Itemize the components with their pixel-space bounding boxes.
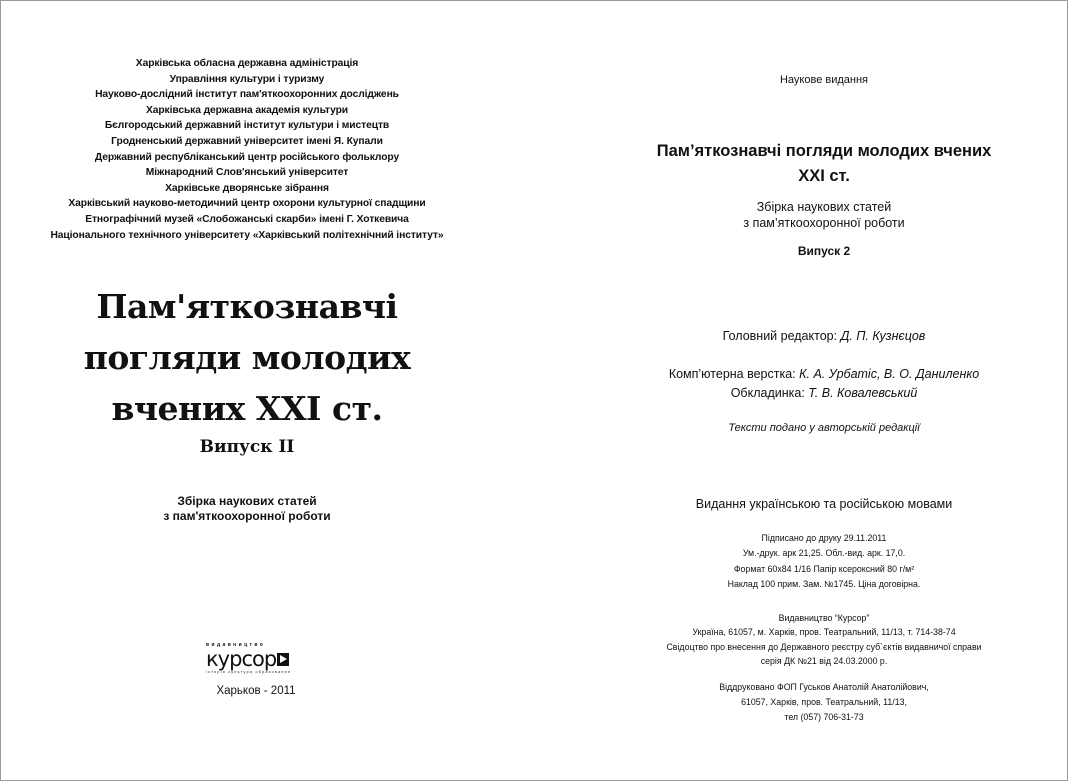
- left-page: [1, 1, 491, 780]
- print-info-line: Наклад 100 прим. Зам. №1745. Ціна договірна.: [727, 579, 921, 590]
- place-year: Харьков - 2011: [216, 685, 296, 697]
- cover-name: Т. В. Ковалевський: [808, 386, 918, 400]
- institution-line: Міжнародний Слов'янський університет: [145, 167, 349, 179]
- play-arrow-icon: [277, 653, 289, 666]
- printer-info: [581, 680, 1067, 725]
- institution-line: Харківська державна академія культури: [145, 104, 349, 116]
- institution-line: Науково-дослідний інститут пам'яткоохоронних досліджень: [95, 89, 399, 101]
- institution-line: Державний республіканський центр російського фольклору: [94, 151, 400, 163]
- publisher-info-line: Україна, 61057, м. Харків, пров. Театральний, 11/13, т. 714-38-74: [692, 627, 956, 638]
- institution-line: Управління культури і туризму: [169, 73, 325, 85]
- imprint-title-line: Пам’яткознавчі погляди молодих вчених: [656, 142, 992, 160]
- logo-word: курсор: [206, 647, 277, 671]
- imprint-subtitle-line: з пам’яткоохоронної роботи: [743, 216, 905, 230]
- chief-editor-label: Головний редактор:: [722, 329, 838, 343]
- institution-line: Харківська обласна державна адміністрація: [135, 58, 359, 69]
- imprint-subtitle-line: Збірка наукових статей: [756, 200, 892, 214]
- institution-line: Харківське дворянське зібрання: [165, 182, 329, 194]
- logo-top-text: видавництво: [206, 642, 266, 648]
- chief-editor: [581, 329, 1067, 343]
- publisher-info: [581, 611, 1067, 669]
- imprint-subtitle: [581, 199, 1067, 231]
- imprint-title-line: XXI ст.: [798, 167, 850, 185]
- printer-info-line: Віддруковано ФОП Гуськов Анатолій Анатолійович,: [719, 682, 929, 692]
- imprint-title: [581, 139, 1067, 189]
- cover-title: [41, 281, 453, 434]
- institution-line: Бєлгородський державний інститут культури і мистецтв: [104, 120, 390, 132]
- cover-title-line: вчених XXI ст.: [111, 389, 383, 428]
- print-info: [581, 531, 1067, 593]
- chief-editor-name: Д. П. Кузнєцов: [840, 329, 926, 343]
- printer-info-line: 61057, Харків, пров. Театральний, 11/13,: [741, 697, 907, 707]
- print-info-line: Формат 60х84 1/16 Папір ксероксний 80 г/м²: [733, 563, 915, 574]
- institution-line: Гродненський державний університет імені Я. Купали: [111, 135, 383, 147]
- cover-title-line: Пам'яткознавчі: [96, 287, 398, 326]
- logo-bottom-text: історія культура образование: [206, 670, 292, 674]
- languages-note: Видання українською та російською мовами: [695, 497, 953, 511]
- editorial-note: Тексти подано у авторській редакції: [728, 422, 920, 434]
- cover-label: Обкладинка:: [730, 386, 805, 400]
- cover-issue: Випуск II: [199, 437, 295, 457]
- cover-subtitle-line: з пам'яткоохоронної роботи: [163, 509, 331, 523]
- imprint-issue: Випуск 2: [797, 244, 851, 258]
- layout-label: Комп’ютерна верстка:: [668, 367, 796, 381]
- right-page: [581, 1, 1067, 780]
- cover-title-line: погляди молодих: [83, 338, 411, 377]
- publisher-info-line: серія ДК №21 від 24.03.2000 р.: [760, 656, 888, 667]
- edition-type: Наукове видання: [779, 74, 869, 86]
- institution-line: Харківський науково-методичний центр охорони культурної спадщини: [68, 198, 426, 210]
- print-info-line: Ум.-друк. арк 21,25. Обл.-вид. арк. 17,0.: [742, 548, 906, 559]
- institution-line: Національного технічного університету «Харківський політехнічний інститут»: [50, 229, 444, 241]
- institution-line: Етнографічний музей «Слобожанські скарби» імені Г. Хоткевича: [85, 213, 409, 225]
- cover-design: [581, 386, 1067, 400]
- publisher-logo: [206, 642, 302, 682]
- computer-layout: [581, 367, 1067, 381]
- cover-subtitle-line: Збірка наукових статей: [177, 494, 317, 508]
- institutions-list: [31, 56, 463, 243]
- publisher-info-line: Свідоцтво про внесення до Державного реєстру суб`єктів видавничої справи: [666, 641, 982, 652]
- print-info-line: Підписано до друку 29.11.2011: [761, 533, 887, 543]
- cover-subtitle: [41, 494, 453, 524]
- layout-names: К. А. Урбатіс, В. О. Даниленко: [799, 367, 980, 381]
- printer-info-line: тел (057) 706-31-73: [784, 712, 864, 722]
- publisher-info-line: Видавництво “Курсор”: [778, 613, 870, 623]
